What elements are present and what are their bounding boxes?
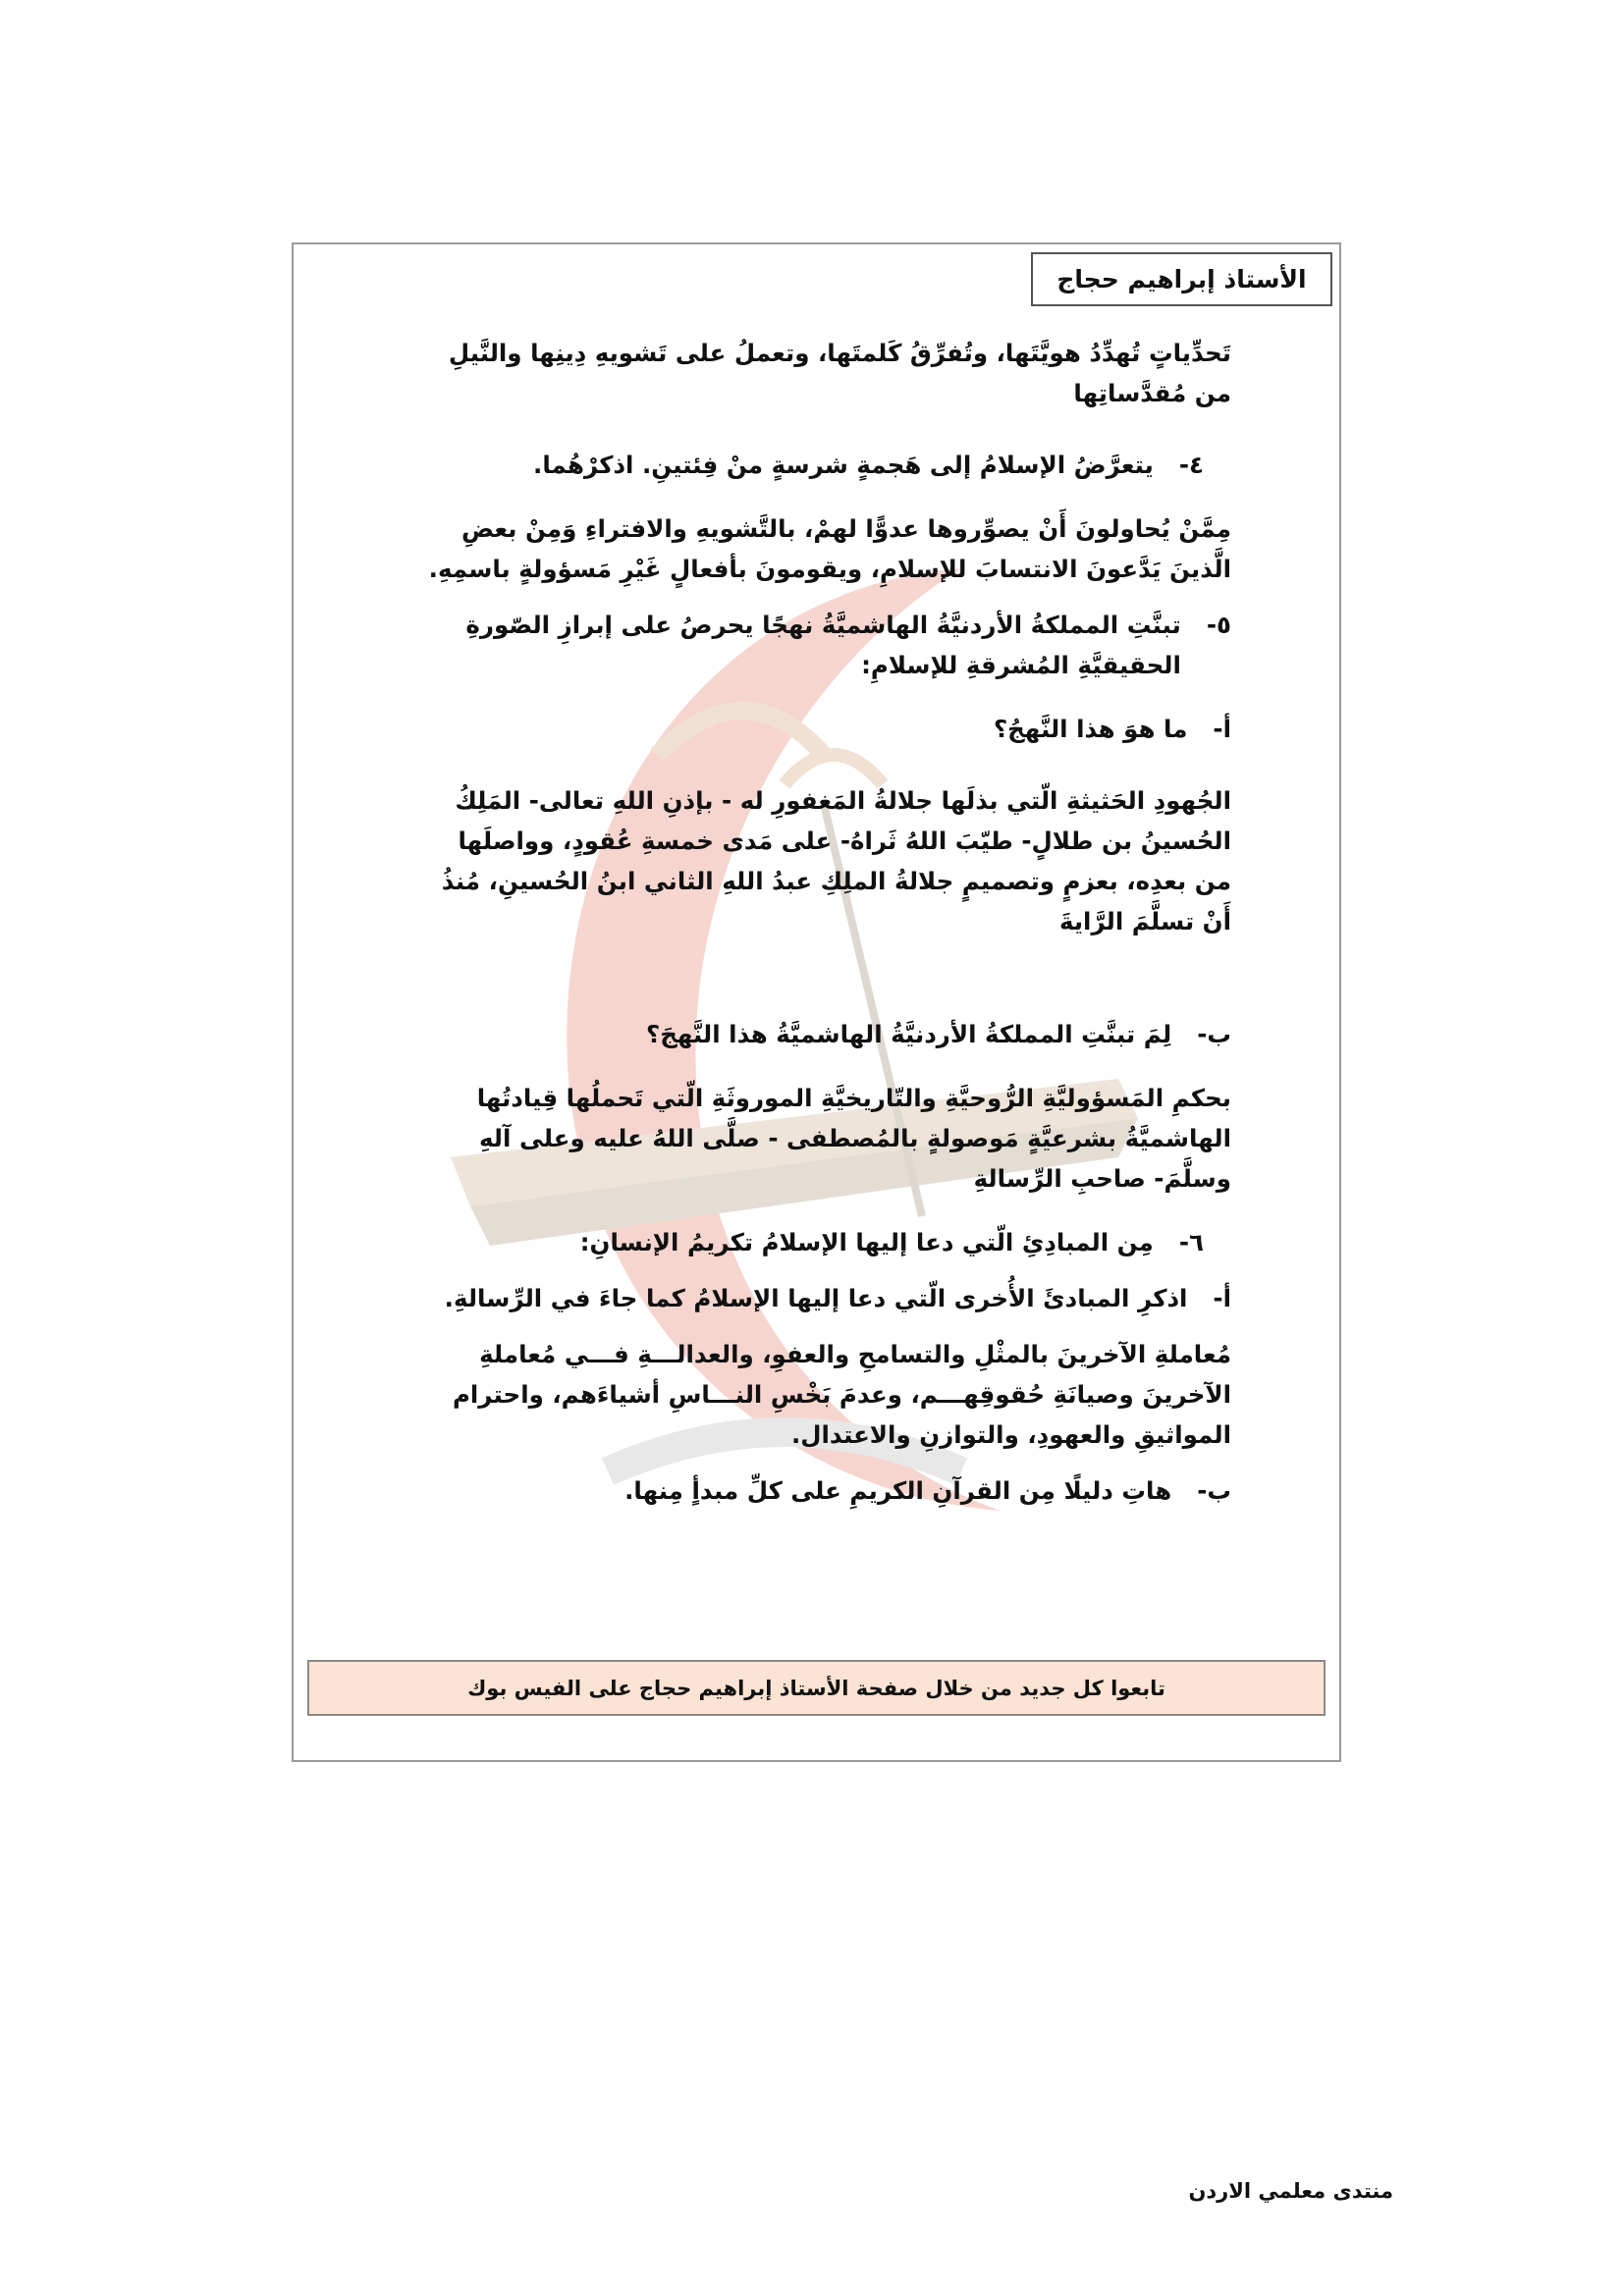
question-5-number: ٥- <box>1206 611 1231 639</box>
document-frame <box>292 242 1341 1762</box>
lesson-content <box>426 333 1231 1511</box>
intro-continuation: تَحدِّياتٍ تُهدِّدُ هويَّتَها، وتُفرِّقُ كَلمتَها، وتعملُ على تَشويهِ دِينِها والنَّيلِ من مُقدَّساتِها <box>448 339 1231 407</box>
question-6b-text: هاتِ دليلًا مِن القرآنِ الكريمِ على كلِّ مبدأٍ مِنها. <box>624 1476 1172 1505</box>
answer-5b: بحكمِ المَسؤوليَّةِ الرُّوحيَّةِ والتّاريخيَّةِ الموروثَةِ الّتي تَحملُها قِيادتُها الهاشميَّةُ بشرعيَّةٍ مَوصولةٍ بالمُصطفى - صلَّى اللهُ عليه وعلى آلهِ وسلَّمَ- صاحبِ الرِّسالةِ <box>476 1084 1231 1193</box>
forum-credit: منتدى معلمي الاردن <box>1188 2179 1393 2203</box>
question-6-number: ٦- <box>1178 1228 1204 1256</box>
question-5a-label: أ- <box>1213 715 1231 743</box>
question-6a-text: اذكرِ المبادئَ الأُخرى الّتي دعا إليها الإسلامُ كما جاءَ في الرِّسالةِ. <box>444 1284 1188 1312</box>
answer-6a: مُعاملةِ الآخرينَ بالمثْلِ والتسامحِ والعفوِ، والعدالـــةِ فـــي مُعاملةِ الآخرينَ وصيانَةِ حُقوقِهـــم، وعدمَ بَخْسِ النـــاسِ أشياءَهم، واحترام المواثيقِ والعهودِ، والتوازنِ والاعتدال. <box>452 1340 1231 1449</box>
answer-5a: الجُهودِ الحَثيثةِ الّتي بذلَها جلالةُ المَغفورِ له - بإذنِ اللهِ تعالى- المَلِكُ الحُسينُ بن طلالٍ- طيّبَ اللهُ ثَراهُ- على مَدى خمسةِ عُقودٍ، وواصلَها من بعدِه، بعزمٍ وتصميمٍ جلالةُ الملِكِ عبدُ اللهِ الثاني ابنُ الحُسينِ، مُنذُ أَنْ تسلَّمَ الرَّايةَ <box>441 786 1231 935</box>
question-5-text: تبنَّتِ المملكةُ الأردنيَّةُ الهاشميَّةُ نهجًا يحرصُ على إبرازِ الصّورةِ الحقيقيَّةِ المُشرقةِ للإسلامِ: <box>465 611 1181 679</box>
question-4-text: يتعرَّضُ الإسلامُ إلى هَجمةٍ شرسةٍ منْ فِئتينِ. اذكرْهُما. <box>533 451 1154 479</box>
question-5a <box>426 709 1231 749</box>
question-6 <box>426 1222 1231 1262</box>
question-5b <box>426 1014 1231 1054</box>
question-6a-label: أ- <box>1213 1284 1231 1312</box>
question-5b-label: ب- <box>1197 1020 1231 1048</box>
question-4-number: ٤- <box>1178 451 1204 479</box>
answer-4: مِمَّنْ يُحاولونَ أَنْ يصوِّروها عدوًّا لهمْ، بالتَّشويهِ والافتراءِ وَمِنْ بعضِ الَّذينَ يَدَّعونَ الانتسابَ للإسلامِ، ويقومونَ بأفعالٍ غَيْرِ مَسؤولةٍ باسمِهِ. <box>428 514 1231 583</box>
question-6-text: مِن المبادِئِ الّتي دعا إليها الإسلامُ تكريمُ الإنسانِ: <box>579 1228 1154 1256</box>
facebook-follow-banner: تابعوا كل جديد من خلال صفحة الأستاذ إبراهيم حجاج على الفيس بوك <box>307 1660 1326 1716</box>
question-6a <box>426 1278 1231 1318</box>
question-6b-label: ب- <box>1197 1476 1231 1505</box>
question-5 <box>426 605 1231 685</box>
question-5b-text: لِمَ تبنَّتِ المملكةُ الأردنيَّةُ الهاشميَّةُ هذا النَّهجَ؟ <box>646 1020 1172 1048</box>
question-6b <box>426 1470 1231 1511</box>
question-4 <box>426 445 1231 485</box>
teacher-name-title: الأستاذ إبراهيم حجاج <box>1031 252 1332 306</box>
question-5a-text: ما هوَ هذا النَّهجُ؟ <box>993 715 1188 743</box>
